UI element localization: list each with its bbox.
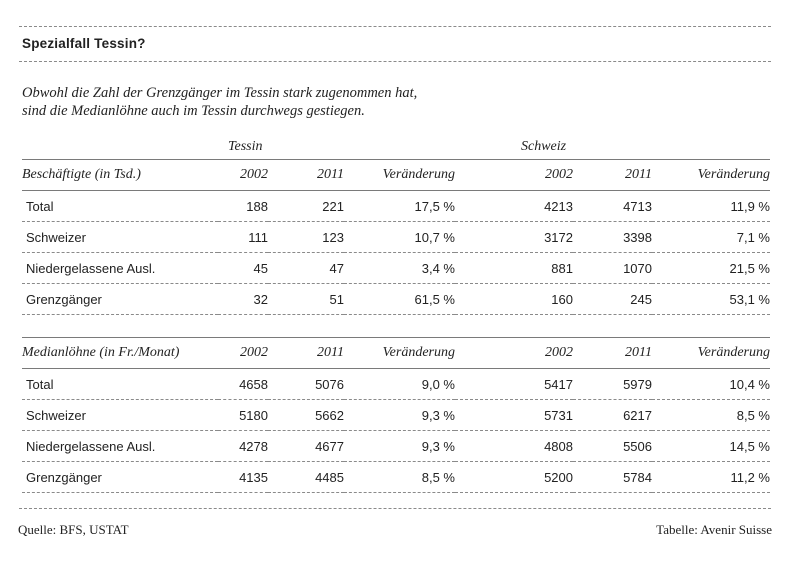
column-header: 2002 (240, 345, 268, 360)
employment-table (22, 159, 770, 315)
table-cell: 5180 (239, 407, 268, 423)
column-header: 2002 (545, 167, 573, 182)
row-label: Schweizer (26, 407, 86, 423)
title-rule (19, 61, 771, 62)
column-header: Veränderung (697, 345, 770, 360)
table-cell: 5662 (315, 407, 344, 423)
table-cell: 45 (253, 260, 268, 276)
table-row (22, 253, 770, 284)
column-header: Veränderung (697, 167, 770, 182)
table-cell: 188 (246, 198, 268, 214)
table-cell: 14,5 % (729, 438, 770, 454)
table-cell: 3,4 % (421, 260, 455, 276)
table-cell: 10,4 % (729, 376, 770, 392)
table-cell: 5417 (544, 376, 573, 392)
table-cell: 5506 (623, 438, 652, 454)
table-cell: 4658 (239, 376, 268, 392)
column-header: Medianlöhne (in Fr./Monat) (22, 345, 180, 360)
table-cell: 3398 (623, 229, 652, 245)
table-cell: 11,9 % (730, 198, 770, 214)
row-label: Schweizer (26, 229, 86, 245)
credit-note: Tabelle: Avenir Suisse (656, 522, 772, 537)
table-row (22, 400, 770, 431)
column-header: Beschäftigte (in Tsd.) (22, 167, 141, 182)
row-label: Niedergelassene Ausl. (26, 260, 156, 276)
table-cell: 11,2 % (730, 469, 770, 485)
table-cell: 5731 (544, 407, 573, 423)
table-cell: 61,5 % (414, 291, 455, 307)
table-header-row (22, 160, 770, 191)
table-row (22, 222, 770, 253)
table-cell: 17,5 % (414, 198, 455, 214)
table-row (22, 191, 770, 222)
table-cell: 123 (322, 229, 344, 245)
table-cell: 4485 (315, 469, 344, 485)
column-header: Veränderung (382, 345, 455, 360)
table-cell: 111 (248, 229, 268, 245)
table-cell: 51 (329, 291, 344, 307)
group-label-tessin: Tessin (228, 139, 263, 154)
table-cell: 5979 (623, 376, 652, 392)
table-cell: 4713 (623, 198, 652, 214)
table-row (22, 431, 770, 462)
bottom-rule (19, 508, 771, 509)
table-row (22, 284, 770, 315)
table-cell: 8,5 % (421, 469, 455, 485)
subtitle-line-2: sind die Medianlöhne auch im Tessin durchwegs gestiegen. (22, 103, 365, 119)
table-cell: 32 (253, 291, 268, 307)
table-cell: 160 (551, 291, 573, 307)
table-cell: 5784 (623, 469, 652, 485)
column-header: 2011 (625, 345, 652, 360)
table-cell: 5076 (315, 376, 344, 392)
table-cell: 5200 (544, 469, 573, 485)
table-row (22, 369, 770, 400)
row-label: Total (26, 198, 54, 214)
table-cell: 4213 (544, 198, 573, 214)
table-cell: 53,1 % (729, 291, 770, 307)
table-cell: 7,1 % (736, 229, 770, 245)
table-cell: 221 (322, 198, 344, 214)
table-header-row (22, 338, 770, 369)
source-note: Quelle: BFS, USTAT (18, 522, 129, 537)
page-title: Spezialfall Tessin? (22, 36, 146, 51)
table-cell: 3172 (544, 229, 573, 245)
table-cell: 4677 (315, 438, 344, 454)
table-cell: 4135 (239, 469, 268, 485)
column-header: 2011 (317, 167, 344, 182)
top-rule (19, 26, 771, 27)
row-label: Grenzgänger (26, 469, 102, 485)
table-cell: 245 (630, 291, 652, 307)
table-cell: 9,3 % (421, 407, 455, 423)
table-cell: 4278 (239, 438, 268, 454)
table-row (22, 462, 770, 493)
subtitle (22, 84, 417, 120)
wages-table (22, 337, 770, 493)
column-header: 2002 (240, 167, 268, 182)
row-label: Grenzgänger (26, 291, 102, 307)
column-header: 2002 (545, 345, 573, 360)
table-cell: 4808 (544, 438, 573, 454)
table-cell: 9,0 % (421, 376, 455, 392)
table-cell: 9,3 % (421, 438, 455, 454)
subtitle-line-1: Obwohl die Zahl der Grenzgänger im Tessin stark zugenommen hat, (22, 85, 418, 101)
row-label: Niedergelassene Ausl. (26, 438, 156, 454)
table-cell: 881 (551, 260, 573, 276)
column-header: Veränderung (382, 167, 455, 182)
column-header: 2011 (625, 167, 652, 182)
table-cell: 10,7 % (414, 229, 455, 245)
table-cell: 1070 (623, 260, 652, 276)
table-cell: 47 (329, 260, 344, 276)
table-cell: 21,5 % (729, 260, 770, 276)
table-cell: 6217 (623, 407, 652, 423)
row-label: Total (26, 376, 54, 392)
column-header: 2011 (317, 345, 344, 360)
table-cell: 8,5 % (736, 407, 770, 423)
group-label-schweiz: Schweiz (521, 139, 567, 154)
